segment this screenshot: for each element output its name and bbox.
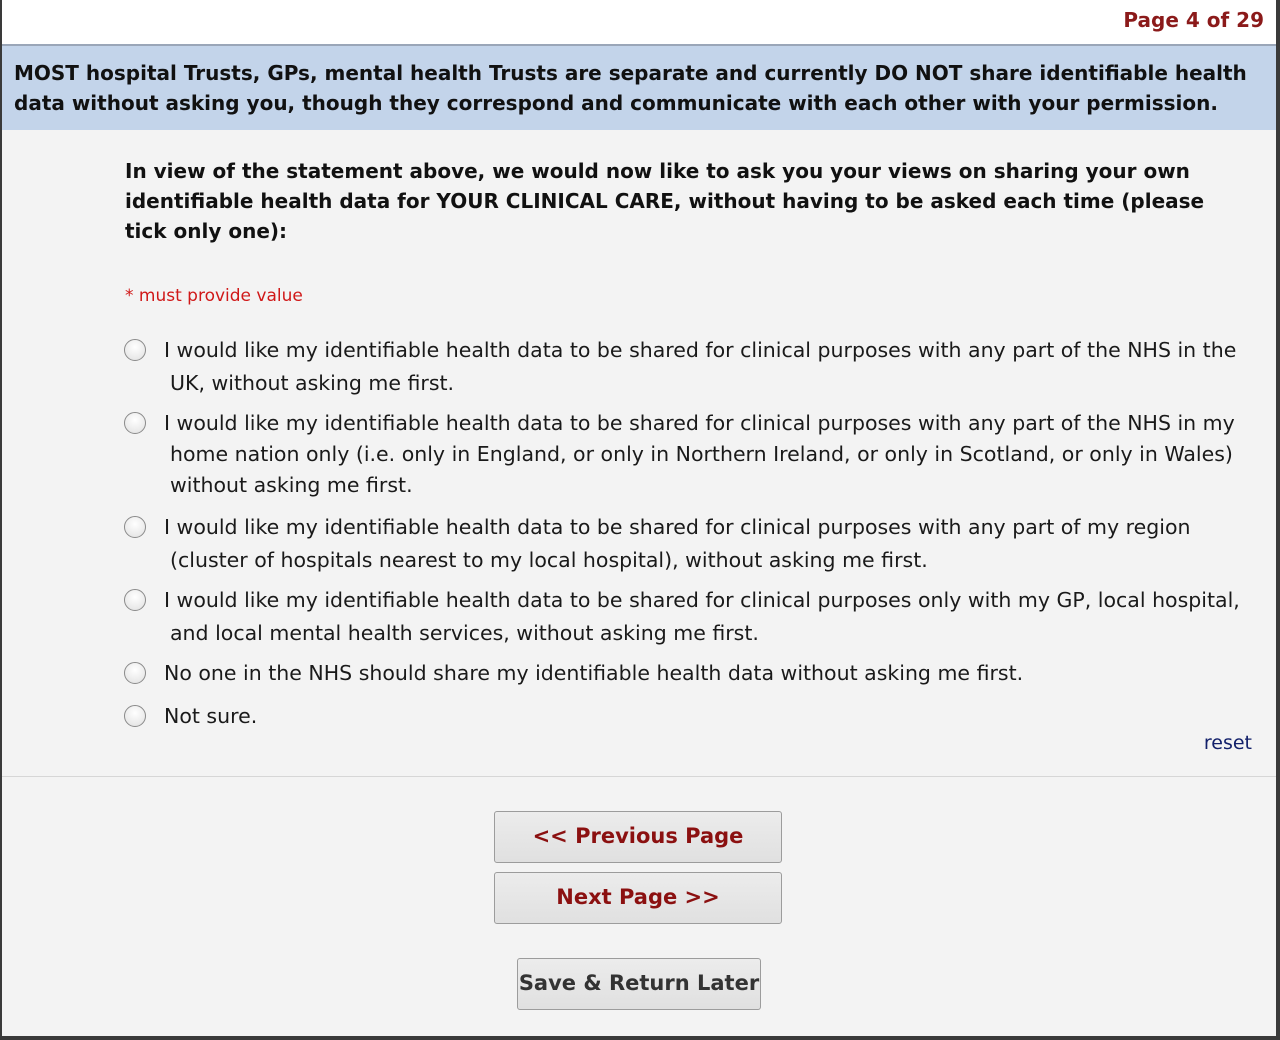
option-line: No one in the NHS should share my identifiable health data without asking me first.: [164, 661, 1024, 685]
radio-button[interactable]: [124, 412, 146, 434]
option-label[interactable]: [164, 657, 1254, 690]
option-label[interactable]: [164, 511, 1254, 577]
option-label[interactable]: [164, 700, 1254, 733]
option-line: I would like my identifiable health data to be shared for clinical purposes only with my GP, local hospital,: [164, 588, 1240, 612]
option-label[interactable]: [164, 407, 1254, 501]
next-page-button[interactable]: Next Page >>: [494, 872, 782, 924]
reset-link[interactable]: reset: [1203, 732, 1252, 754]
option-line: I would like my identifiable health data to be shared for clinical purposes with any part of the NHS in the: [164, 338, 1237, 362]
page-counter: Page 4 of 29: [1123, 8, 1264, 32]
option-label[interactable]: [164, 334, 1254, 400]
option-line-continued: and local mental health services, without asking me first.: [170, 621, 759, 645]
info-banner: MOST hospital Trusts, GPs, mental health Trusts are separate and currently DO NOT share identifiable health data without asking you, though they correspond and communicate with each other with your permission.: [2, 46, 1276, 130]
option-line-continued: (cluster of hospitals nearest to my local hospital), without asking me first.: [170, 548, 928, 572]
page-header: [2, 0, 1276, 46]
option-line: Not sure.: [164, 704, 258, 728]
radio-button[interactable]: [124, 589, 146, 611]
option-line: I would like my identifiable health data to be shared for clinical purposes with any part of the NHS in my: [164, 411, 1235, 435]
required-note: * must provide value: [125, 286, 303, 306]
radio-button[interactable]: [124, 516, 146, 538]
option-line: I would like my identifiable health data to be shared for clinical purposes with any part of my region: [164, 515, 1191, 539]
radio-button[interactable]: [124, 662, 146, 684]
survey-page: [2, 0, 1276, 1036]
question-block: [2, 130, 1276, 777]
option-label[interactable]: [164, 584, 1254, 650]
radio-button[interactable]: [124, 339, 146, 361]
previous-page-button[interactable]: << Previous Page: [494, 811, 782, 863]
option-line-continued: home nation only (i.e. only in England, or only in Northern Ireland, or only in Scotland, or only in Wales) without asking me first.: [170, 442, 1233, 497]
question-text: In view of the statement above, we would now like to ask you your views on sharing your own identifiable health data for YOUR CLINICAL CARE, without having to be asked each time (please tick only one):: [125, 159, 1205, 243]
save-return-later-button[interactable]: Save & Return Later: [517, 958, 761, 1010]
radio-button[interactable]: [124, 705, 146, 727]
option-line-continued: UK, without asking me first.: [170, 371, 455, 395]
